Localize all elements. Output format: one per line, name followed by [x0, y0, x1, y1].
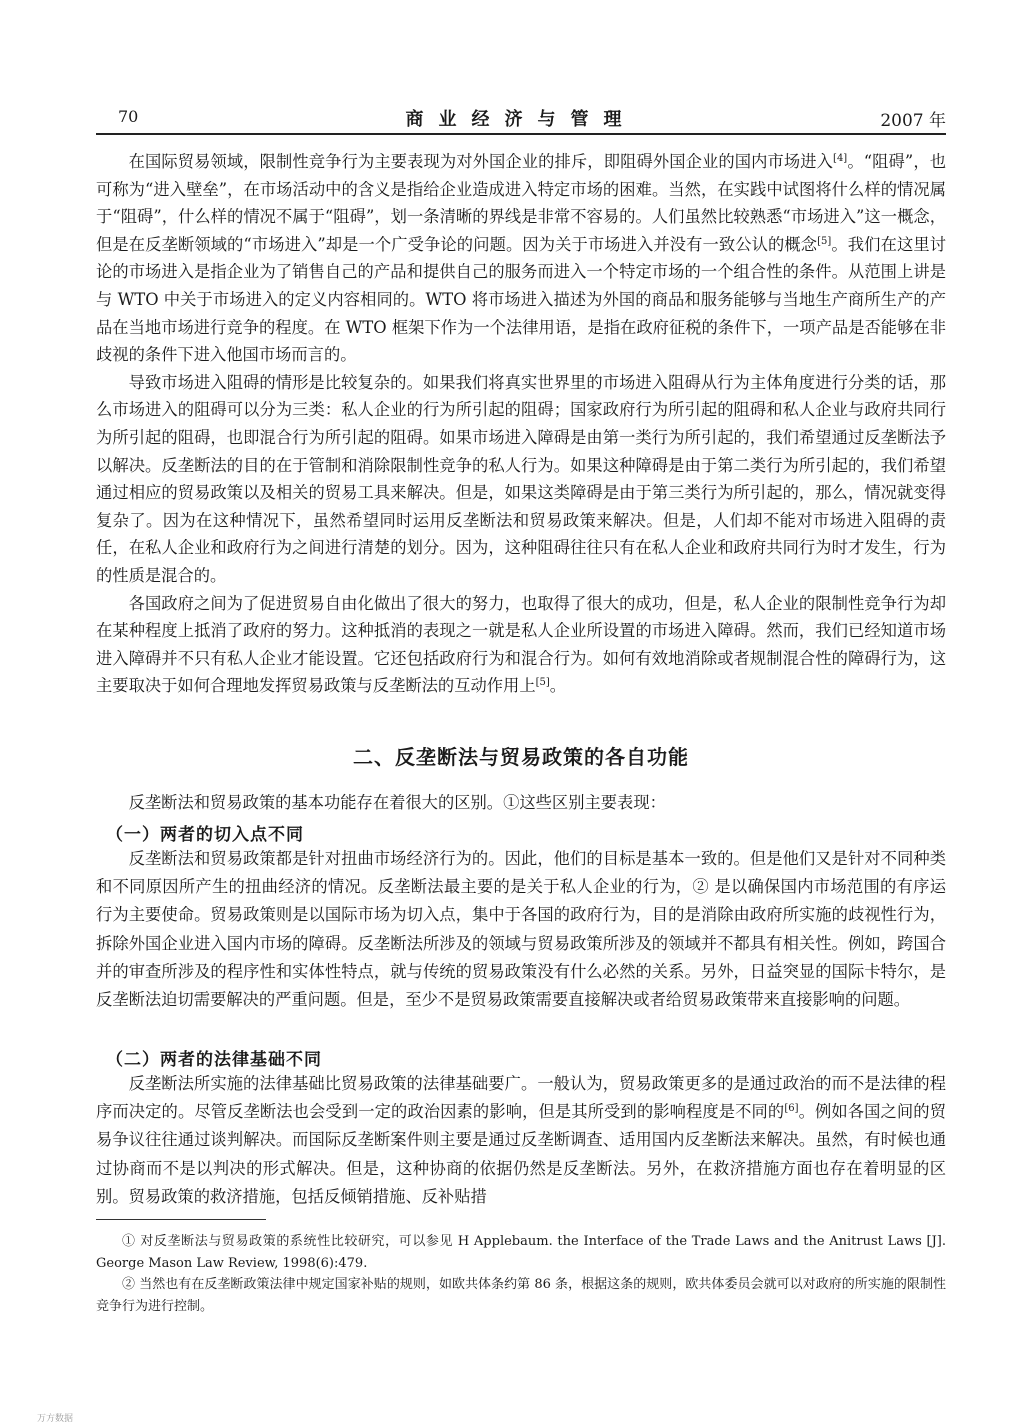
- page-number: 70: [118, 107, 139, 126]
- subsection-heading-2: （二）两者的法律基础不同: [106, 1050, 322, 1070]
- paragraph-2: 导致市场进入阻碍的情形是比较复杂的。如果我们将真实世界里的市场进入阻碍从行为主体角度进行分类的话，那么市场进入的阻碍可以分为三类：私人企业的行为所引起的阻碍；国家政府行为所引起的阻碍和私人企业与政府共同行为所引起的阻碍，也即混合行为所引起的阻碍。如果市场进入障碍是由第一类行为所引起的，我们希望通过反垄断法予以解决。反垄断法的目的在于管制和消除限制性竞争的私人行为。如果这种障碍是由于第二类行为所引起的，我们希望通过相应的贸易政策以及相关的贸易工具来解决。但是，如果这类障碍是由于第三类行为所引起的，那么，情况就变得复杂了。因为在这种情况下，虽然希望同时运用反垄断法和贸易政策来解决。但是，人们却不能对市场进入阻碍的责任，在私人企业和政府行为之间进行清楚的划分。因为，这种阻碍往往只有在私人企业和政府共同行为时才发生，行为的性质是混合的。: [96, 372, 946, 585]
- paragraph-text: 。我们在这里讨论的市场进入是指企业为了销售自己的产品和提供自己的服务而进入一个特定市场的一个组合性的条件。从范围上讲是与 WTO 中关于市场进入的定义内容相同的。WTO 将市场进入描述为外国的商品和服务能够与当地生产商所生产的产品在当地市场进行竞争的程度。在 WTO 框架下作为一个法律用语，是指在政府征税的条件下，一项产品是否能够在非歧视的条件下进入他国市场而言的。: [96, 234, 946, 365]
- journal-title: 商业经济与管理: [405, 109, 637, 130]
- citation-ref: [4]: [833, 153, 848, 164]
- footnote-2: ② 当然也有在反垄断政策法律中规定国家补贴的规则，如欧共体条约第 86 条，根据这条的规则，欧共体委员会就可以对政府的所实施的限制性竞争行为进行控制。: [96, 1277, 946, 1314]
- citation-ref: [6]: [784, 1103, 799, 1115]
- subsection-text: 反垄断法和贸易政策都是针对扭曲市场经济行为的。因此，他们的目标是基本一致的。但是他们又是针对不同种类和不同原因所产生的扭曲经济的情况。反垄断法最主要的是关于私人企业的行为，② 是以确保国内市场范围的有序运行为主要使命。贸易政策则是以国际市场为切入点，集中于各国的政府行为，目的是消除由政府所实施的歧视性行为，拆除外国企业进入国内市场的障碍。反垄断法所涉及的领域与贸易政策所涉及的领域并不都具有相关性。例如，跨国合并的审查所涉及的程序性和实体性特点，就与传统的贸易政策没有什么必然的关系。另外，日益突显的国际卡特尔，是反垄断法迫切需要解决的严重问题。但是，至少不是贸易政策需要直接解决或者给贸易政策带来直接影响的问题。: [96, 849, 946, 1010]
- body-text: [96, 148, 946, 700]
- citation-ref: [5]: [817, 235, 832, 247]
- subsection-body-2: [96, 1070, 946, 1211]
- running-header: [96, 103, 946, 133]
- citation-ref: [5]: [535, 677, 550, 689]
- watermark: 万方数据: [37, 1414, 74, 1424]
- paragraph-text: 在国际贸易领域，限制性竞争行为主要表现为对外国企业的排斥，即阻碍外国企业的国内市场进入: [128, 152, 834, 171]
- subsection-heading-1: （一）两者的切入点不同: [106, 825, 304, 845]
- section-heading: 二、反垄断法与贸易政策的各自功能: [353, 745, 689, 769]
- issue-year: 2007 年: [880, 111, 946, 131]
- footnote-1: ① 对反垄断法与贸易政策的系统性比较研究，可以参见 H Applebaum. the Interface of the Trade Laws and the Anitrust Laws [J]. George Mason Law Review, 1998(6):479.: [96, 1234, 946, 1271]
- paragraph-text: 。“阻碍”，也可称为“进入壁垒”，在市场活动中的含义是指给企业造成进入特定市场的困难。当然，在实践中试图将什么样的情况属于“阻碍”，什么样的情况不属于“阻碍”，划一条清晰的界线是非常不容易的。人们虽然比较熟悉“市场进入”这一概念，但是在反垄断领域的“市场进入”却是一个广受争论的问题。因为关于市场进入并没有一致公认的概念: [96, 152, 946, 254]
- paragraph-text: 。: [549, 676, 567, 696]
- paragraph-3: [96, 590, 946, 700]
- footnote-rule: [96, 1219, 266, 1220]
- section-intro: [96, 789, 946, 817]
- footnotes: [96, 1231, 946, 1317]
- paragraph-text: 反垄断法所实施的法律基础比贸易政策的法律基础要广。一般认为，贸易政策更多的是通过政治的而不是法律的程序而决定的。尽管反垄断法也会受到一定的政治因素的影响，但是其所受到的影响程度是不同的: [96, 1074, 946, 1122]
- paragraph-text: 各国政府之间为了促进贸易自由化做出了很大的努力，也取得了很大的成功，但是，私人企业的限制性竞争行为却在某种程度上抵消了政府的努力。这种抵消的表现之一就是私人企业所设置的市场进入障碍。然而，我们已经知道市场进入障碍并不只有私人企业才能设置。它还包括政府行为和混合行为。如何有效地消除或者规制混合性的障碍行为，这主要取决于如何合理地发挥贸易政策与反垄断法的互动作用上: [96, 593, 946, 696]
- subsection-text: [96, 1070, 946, 1211]
- subsection-body-1: [96, 845, 946, 1014]
- intro-text: 反垄断法和贸易政策的基本功能存在着很大的区别。①这些区别主要表现：: [128, 793, 666, 812]
- paragraph-text: 。例如各国之间的贸易争议往往通过谈判解决。而国际反垄断案件则主要是通过反垄断调查、适用国内反垄断法来解决。虽然，有时候也通过协商而不是以判决的形式解决。但是，这种协商的依据仍然是反垄断法。另外，在救济措施方面也存在着明显的区别。贸易政策的救济措施，包括反倾销措施、反补贴措: [96, 1102, 946, 1206]
- header-rule: [96, 133, 946, 135]
- paragraph-1: [96, 148, 946, 369]
